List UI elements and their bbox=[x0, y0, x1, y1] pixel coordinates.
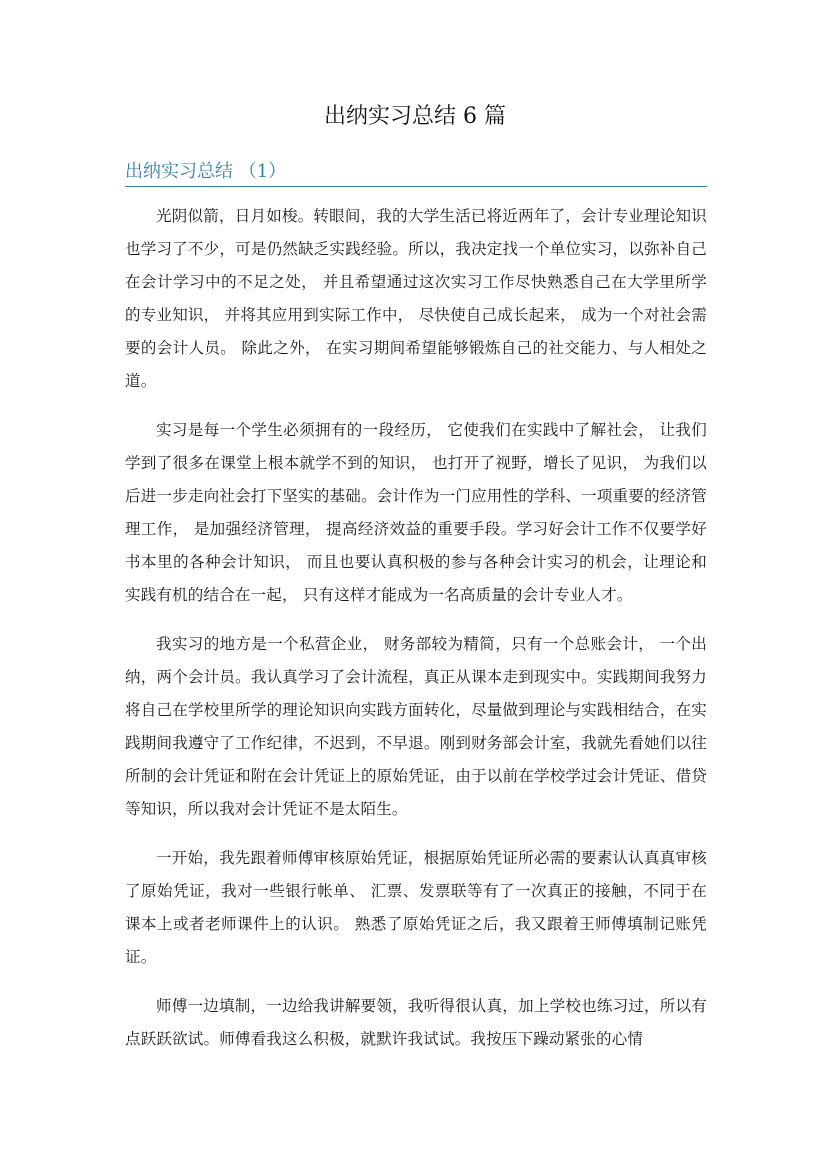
paragraph-5: 师傅一边填制，一边给我讲解要领，我听得很认真，加上学校也练习过，所以有点跃跃欲试。师傅看我这么积极，就默许我试试。我按压下躁动紧张的心情 bbox=[125, 997, 707, 1048]
document-title: 出纳实习总结 6 篇 bbox=[324, 104, 506, 129]
section-heading: 出纳实习总结 （1） bbox=[125, 158, 707, 187]
paragraph-1: 光阴似箭，日月如梭。转眼间，我的大学生活已将近两年了，会计专业理论知识也学习了不少，可是仍然缺乏实践经验。所以，我决定找一个单位实习，以弥补自己在会计学习中的不足之处， 并且希望通过这次实习工作尽快熟悉自己在大学里所学的专业知识， 并将其应用到实际工作中， 尽快使自己成长起来， 成为一个对社会需要的会计人员。 除此之外， 在实习期间希望能够锻炼自己的社交能力、与人相处之道。 bbox=[125, 207, 707, 390]
paragraph-2: 实习是每一个学生必须拥有的一段经历， 它使我们在实践中了解社会， 让我们学到了很多在课堂上根本就学不到的知识， 也打开了视野，增长了见识， 为我们以后进一步走向社会打下坚实的基础。会计作为一门应用性的学科、一项重要的经济管理工作， 是加强经济管理， 提高经济效益的重要手段。学习好会计工作不仅要学好书本里的各种会计知识， 而且也要认真积极的参与各种会计实习的机会，让理论和实践有机的结合在一起， 只有这样才能成为一名高质量的会计专业人才。 bbox=[125, 421, 707, 604]
paragraph-4: 一开始，我先跟着师傅审核原始凭证，根据原始凭证所必需的要素认认真真审核了原始凭证，我对一些银行帐单、 汇票、发票联等有了一次真正的接触，不同于在课本上或者老师课件上的认识。 熟悉了原始凭证之后，我又跟着王师傅填制记账凭证。 bbox=[125, 849, 707, 966]
paragraph-3: 我实习的地方是一个私营企业， 财务部较为精简，只有一个总账会计， 一个出纳，两个会计员。我认真学习了会计流程，真正从课本走到现实中。实践期间我努力将自己在学校里所学的理论知识向实践方面转化，尽量做到理论与实践相结合，在实践期间我遵守了工作纪律，不迟到，不早退。刚到财务部会计室，我就先看她们以往所制的会计凭证和附在会计凭证上的原始凭证，由于以前在学校学过会计凭证、借贷等知识，所以我对会计凭证不是太陌生。 bbox=[125, 635, 707, 818]
document-body bbox=[125, 200, 707, 1072]
